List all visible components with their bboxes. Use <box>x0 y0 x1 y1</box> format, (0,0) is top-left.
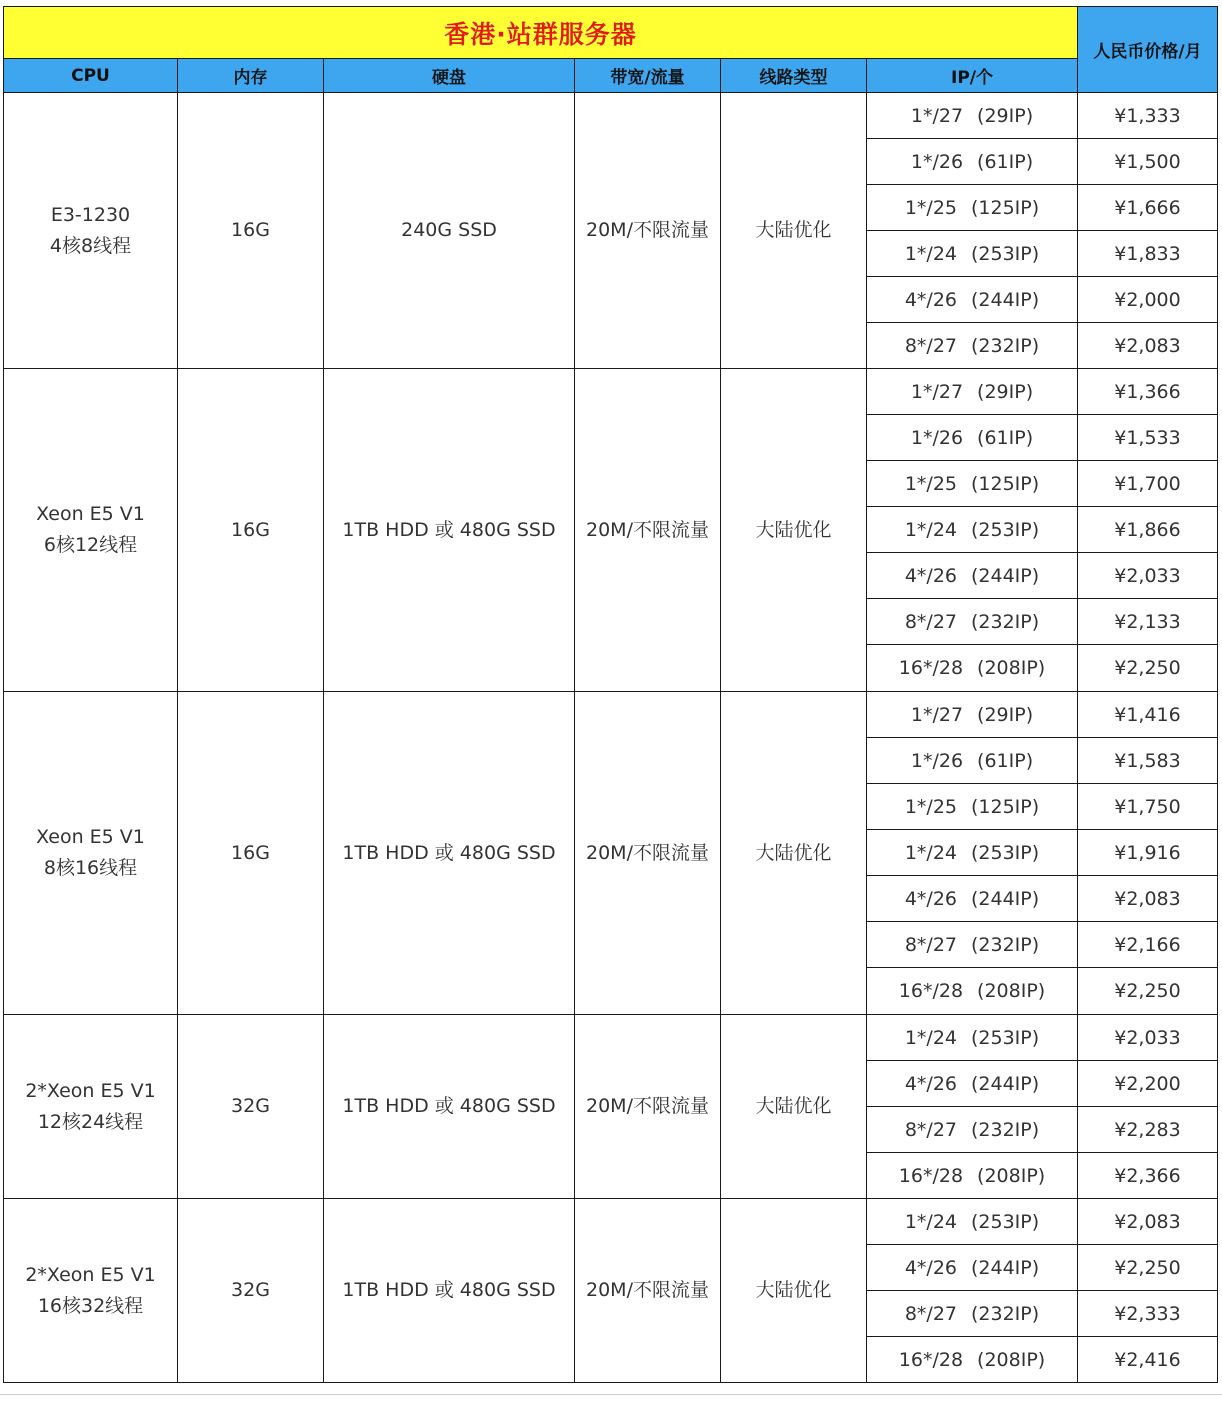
price-cell: ¥2,000 <box>1078 277 1218 323</box>
ip-cell <box>867 461 1078 507</box>
ip-cell <box>867 692 1078 738</box>
table-title: 香港·站群服务器 <box>4 7 1078 59</box>
memory-cell <box>178 1199 324 1383</box>
cpu-cores: 6核12线程 <box>43 534 138 556</box>
disk-cell <box>324 93 575 369</box>
ip-count: (244IP) <box>971 564 1040 587</box>
memory-value: 32G <box>231 1095 270 1117</box>
ip-cell <box>867 876 1078 922</box>
bandwidth-value: 20M/不限流量 <box>586 219 709 241</box>
ip-cell <box>867 277 1078 323</box>
ip-count: (29IP) <box>977 380 1034 403</box>
price-cell: ¥2,200 <box>1078 1061 1218 1107</box>
line-type-cell <box>721 1015 867 1199</box>
price-cell: ¥1,833 <box>1078 231 1218 277</box>
ip-cell <box>867 1015 1078 1061</box>
ip-block: 1*/26 <box>910 749 964 772</box>
price-cell: ¥1,666 <box>1078 185 1218 231</box>
line-type-value: 大陆优化 <box>755 841 832 864</box>
line-type-value: 大陆优化 <box>755 518 832 541</box>
ip-block: 1*/25 <box>904 472 957 495</box>
ip-cell <box>867 415 1078 461</box>
ip-cell <box>867 830 1078 876</box>
price-cell: ¥2,033 <box>1078 553 1218 599</box>
ip-cell <box>867 1291 1078 1337</box>
ip-count: (232IP) <box>971 1118 1040 1141</box>
table-row <box>4 1199 1218 1245</box>
ip-cell <box>867 323 1078 369</box>
price-cell: ¥2,083 <box>1078 323 1218 369</box>
memory-cell <box>178 692 324 1015</box>
ip-count: (208IP) <box>977 657 1046 679</box>
ip-count: (253IP) <box>971 1026 1040 1049</box>
cpu-model: Xeon E5 V1 <box>36 503 145 525</box>
price-cell: ¥1,583 <box>1078 738 1218 784</box>
memory-cell <box>178 369 324 692</box>
ip-count: (208IP) <box>977 1348 1046 1371</box>
disk-cell <box>324 1199 575 1383</box>
table-row <box>4 692 1218 738</box>
disk-value: 240G SSD <box>401 219 497 241</box>
ip-block: 16*/28 <box>898 1164 964 1187</box>
ip-block: 16*/28 <box>898 980 964 1002</box>
bandwidth-value: 20M/不限流量 <box>586 518 709 541</box>
disk-value: 1TB HDD 或 480G SSD <box>342 841 556 864</box>
bandwidth-value: 20M/不限流量 <box>586 1095 709 1117</box>
cpu-cell <box>4 93 178 369</box>
ip-block: 4*/26 <box>904 288 957 311</box>
ip-block: 8*/27 <box>904 1302 957 1325</box>
price-cell: ¥2,033 <box>1078 1015 1218 1061</box>
column-header-disk: 硬盘 <box>324 59 575 93</box>
ip-count: (232IP) <box>971 1302 1040 1325</box>
bottom-divider <box>0 1394 1222 1395</box>
memory-cell <box>178 93 324 369</box>
column-header-line-type: 线路类型 <box>721 59 867 93</box>
price-cell: ¥1,333 <box>1078 93 1218 139</box>
ip-block: 4*/26 <box>904 1072 957 1095</box>
ip-count: (61IP) <box>977 150 1034 173</box>
ip-block: 1*/24 <box>904 1210 957 1233</box>
cpu-model: 2*Xeon E5 V1 <box>25 1079 156 1102</box>
ip-block: 1*/25 <box>904 795 957 818</box>
ip-count: (208IP) <box>977 980 1046 1002</box>
ip-cell <box>867 1245 1078 1291</box>
ip-count: (253IP) <box>971 518 1040 541</box>
line-type-value: 大陆优化 <box>755 1279 832 1301</box>
ip-block: 1*/27 <box>910 104 964 127</box>
price-cell: ¥1,416 <box>1078 692 1218 738</box>
line-type-cell <box>721 369 867 692</box>
table-body <box>4 93 1218 1383</box>
line-type-value: 大陆优化 <box>755 219 832 241</box>
ip-count: (61IP) <box>977 426 1034 449</box>
table-row <box>4 369 1218 415</box>
price-cell: ¥2,283 <box>1078 1107 1218 1153</box>
ip-count: (244IP) <box>971 1072 1040 1095</box>
table-row <box>4 93 1218 139</box>
price-cell: ¥1,866 <box>1078 507 1218 553</box>
ip-count: (125IP) <box>971 472 1040 495</box>
price-cell: ¥2,133 <box>1078 599 1218 645</box>
price-cell: ¥2,083 <box>1078 876 1218 922</box>
price-cell: ¥1,700 <box>1078 461 1218 507</box>
ip-count: (232IP) <box>971 610 1040 633</box>
ip-cell <box>867 231 1078 277</box>
line-type-cell <box>721 93 867 369</box>
ip-block: 4*/26 <box>904 564 957 587</box>
price-cell: ¥1,750 <box>1078 784 1218 830</box>
ip-count: (253IP) <box>971 1210 1040 1233</box>
price-cell: ¥2,416 <box>1078 1337 1218 1383</box>
memory-value: 16G <box>231 518 270 541</box>
ip-block: 4*/26 <box>904 887 957 910</box>
table-row <box>4 1015 1218 1061</box>
ip-block: 1*/26 <box>910 426 964 449</box>
ip-block: 1*/24 <box>904 242 957 265</box>
ip-block: 16*/28 <box>898 1348 964 1371</box>
cpu-cell <box>4 1199 178 1383</box>
bandwidth-cell <box>575 692 721 1015</box>
cpu-cores: 12核24线程 <box>37 1110 144 1133</box>
bandwidth-value: 20M/不限流量 <box>586 841 709 864</box>
ip-block: 1*/27 <box>910 380 964 403</box>
ip-count: (244IP) <box>971 1256 1040 1279</box>
ip-cell <box>867 1107 1078 1153</box>
ip-block: 1*/24 <box>904 518 957 541</box>
bandwidth-cell <box>575 1015 721 1199</box>
ip-block: 1*/24 <box>904 1026 957 1049</box>
ip-count: (125IP) <box>971 196 1040 219</box>
bandwidth-cell <box>575 93 721 369</box>
ip-count: (29IP) <box>977 703 1034 726</box>
cpu-cell <box>4 369 178 692</box>
price-cell: ¥2,250 <box>1078 968 1218 1015</box>
ip-cell <box>867 369 1078 415</box>
ip-count: (232IP) <box>971 334 1040 357</box>
ip-count: (29IP) <box>977 104 1034 127</box>
ip-cell <box>867 784 1078 830</box>
ip-cell <box>867 738 1078 784</box>
disk-value: 1TB HDD 或 480G SSD <box>342 518 556 541</box>
bandwidth-cell <box>575 1199 721 1383</box>
cpu-model: E3-1230 <box>50 203 131 226</box>
price-cell: ¥1,500 <box>1078 139 1218 185</box>
ip-block: 1*/26 <box>910 150 964 173</box>
disk-value: 1TB HDD 或 480G SSD <box>342 1095 556 1117</box>
ip-cell <box>867 185 1078 231</box>
ip-cell <box>867 1061 1078 1107</box>
ip-block: 1*/25 <box>904 196 957 219</box>
cpu-cell <box>4 1015 178 1199</box>
price-cell: ¥2,366 <box>1078 1153 1218 1199</box>
ip-count: (244IP) <box>971 887 1040 910</box>
column-header-ip: IP/个 <box>867 59 1078 93</box>
ip-cell <box>867 968 1078 1015</box>
column-header-cpu: CPU <box>4 59 178 93</box>
ip-count: (253IP) <box>971 242 1040 265</box>
price-cell: ¥1,916 <box>1078 830 1218 876</box>
ip-count: (125IP) <box>971 795 1040 818</box>
ip-cell <box>867 645 1078 692</box>
column-header-row <box>4 59 1218 93</box>
ip-block: 4*/26 <box>904 1256 957 1279</box>
cpu-cores: 8核16线程 <box>43 857 138 879</box>
ip-cell <box>867 553 1078 599</box>
server-price-table <box>3 6 1218 1383</box>
ip-count: (61IP) <box>977 749 1034 772</box>
cpu-cores: 16核32线程 <box>37 1294 144 1317</box>
cpu-cell <box>4 692 178 1015</box>
price-column-header: 人民币价格/月 <box>1078 7 1218 93</box>
disk-value: 1TB HDD 或 480G SSD <box>342 1279 556 1301</box>
column-header-bandwidth: 带宽/流量 <box>575 59 721 93</box>
line-type-cell <box>721 1199 867 1383</box>
memory-value: 16G <box>231 841 270 864</box>
price-cell: ¥1,533 <box>1078 415 1218 461</box>
ip-count: (253IP) <box>971 841 1040 864</box>
ip-count: (244IP) <box>971 288 1040 311</box>
line-type-value: 大陆优化 <box>755 1095 832 1117</box>
price-cell: ¥2,083 <box>1078 1199 1218 1245</box>
ip-cell <box>867 1199 1078 1245</box>
ip-block: 16*/28 <box>898 657 964 679</box>
cpu-cores: 4核8线程 <box>49 234 132 257</box>
ip-block: 8*/27 <box>904 1118 957 1141</box>
ip-cell <box>867 93 1078 139</box>
bandwidth-cell <box>575 369 721 692</box>
ip-count: (232IP) <box>971 933 1040 956</box>
memory-cell <box>178 1015 324 1199</box>
ip-count: (208IP) <box>977 1164 1046 1187</box>
title-row <box>4 7 1218 59</box>
ip-block: 1*/27 <box>910 703 964 726</box>
line-type-cell <box>721 692 867 1015</box>
ip-block: 8*/27 <box>904 610 957 633</box>
ip-block: 8*/27 <box>904 334 957 357</box>
ip-cell <box>867 139 1078 185</box>
ip-cell <box>867 599 1078 645</box>
cpu-model: 2*Xeon E5 V1 <box>25 1263 156 1286</box>
price-table-sheet <box>3 6 1217 1383</box>
price-cell: ¥2,250 <box>1078 1245 1218 1291</box>
ip-cell <box>867 1337 1078 1383</box>
disk-cell <box>324 1015 575 1199</box>
ip-block: 1*/24 <box>904 841 957 864</box>
bandwidth-value: 20M/不限流量 <box>586 1279 709 1301</box>
memory-value: 16G <box>231 219 270 241</box>
disk-cell <box>324 369 575 692</box>
ip-cell <box>867 922 1078 968</box>
ip-cell <box>867 507 1078 553</box>
disk-cell <box>324 692 575 1015</box>
column-header-memory: 内存 <box>178 59 324 93</box>
ip-block: 8*/27 <box>904 933 957 956</box>
price-cell: ¥2,166 <box>1078 922 1218 968</box>
price-cell: ¥1,366 <box>1078 369 1218 415</box>
cpu-model: Xeon E5 V1 <box>36 826 145 848</box>
price-cell: ¥2,333 <box>1078 1291 1218 1337</box>
ip-cell <box>867 1153 1078 1199</box>
memory-value: 32G <box>231 1279 270 1301</box>
price-cell: ¥2,250 <box>1078 645 1218 692</box>
